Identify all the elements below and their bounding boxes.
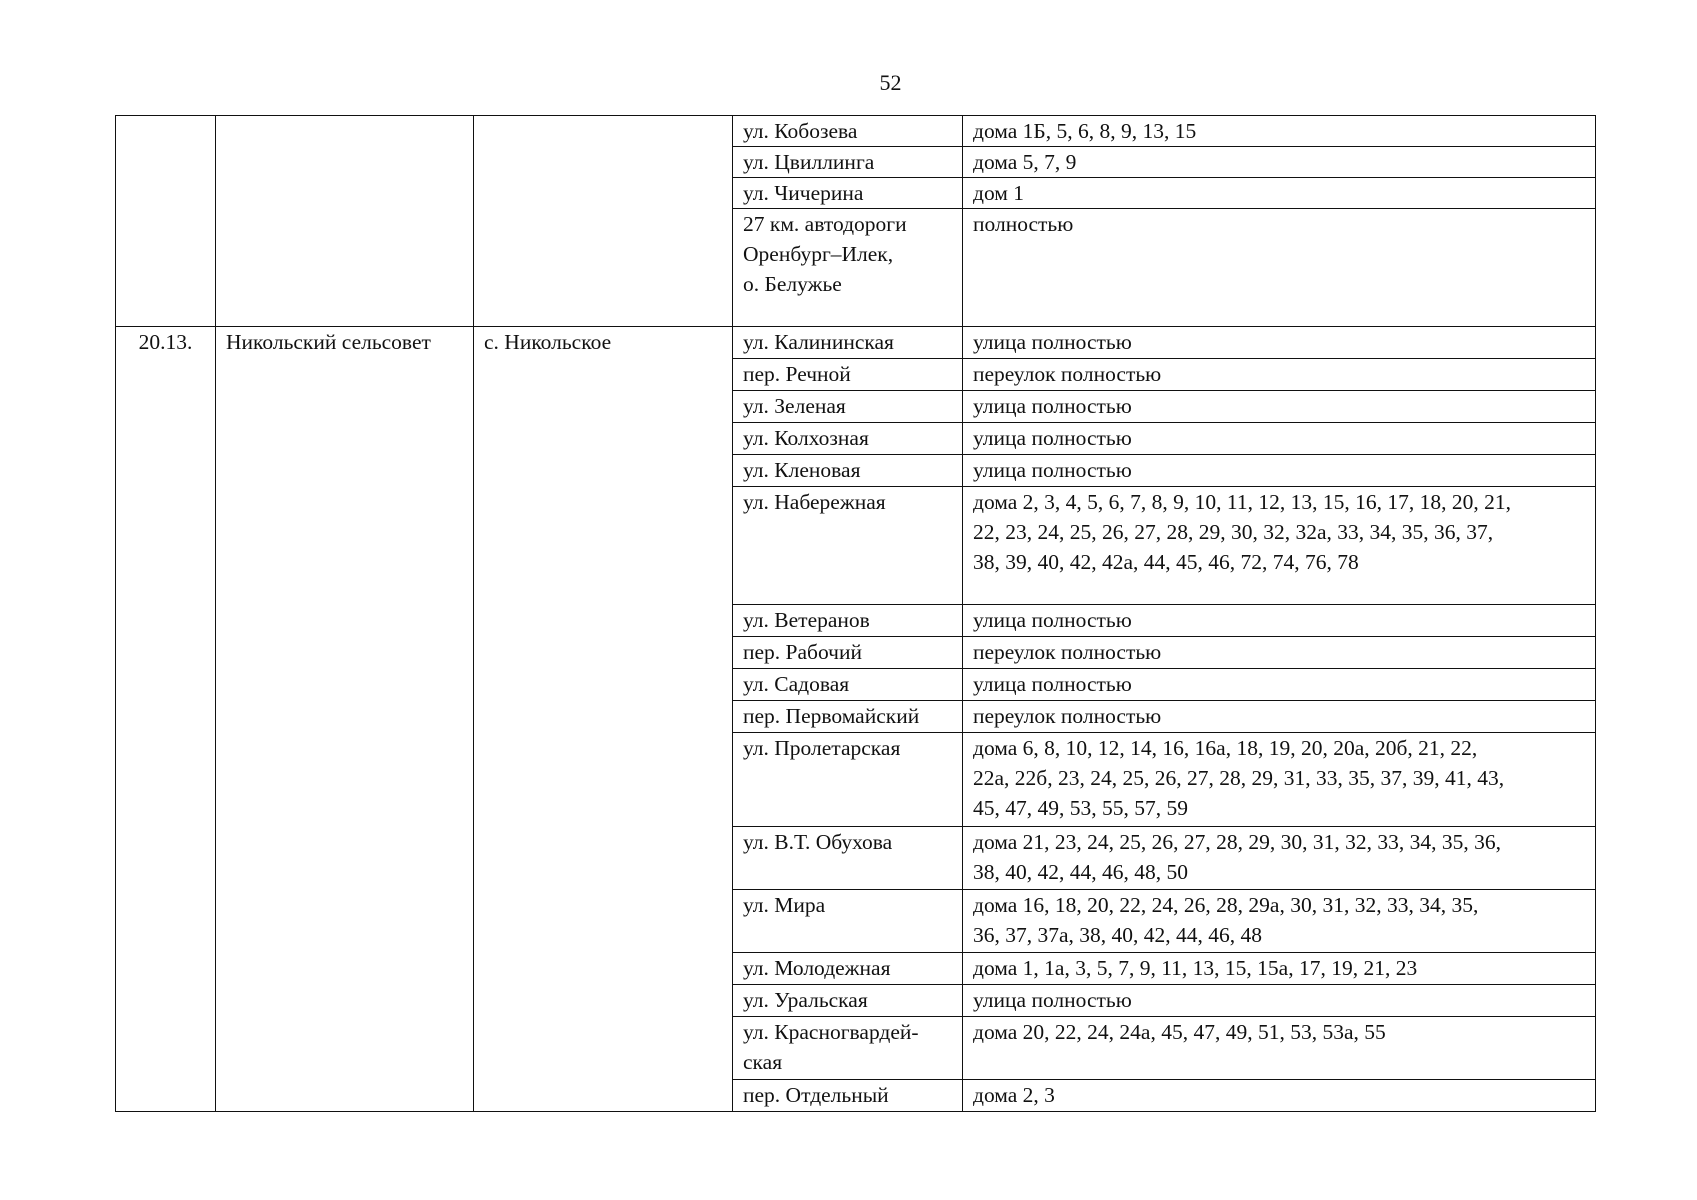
- houses-line: дома 21, 23, 24, 25, 26, 27, 28, 29, 30, 31, 32, 33, 34, 35, 36,: [973, 830, 1502, 854]
- houses-line: дома 16, 18, 20, 22, 24, 26, 28, 29а, 30, 31, 32, 33, 34, 35,: [973, 893, 1479, 917]
- houses-cell: дома 5, 7, 9: [963, 147, 1596, 178]
- houses-line: 45, 47, 49, 53, 55, 57, 59: [973, 796, 1188, 820]
- street-cell: ул. Уральская: [733, 985, 963, 1017]
- street-cell: [733, 209, 963, 327]
- houses-cell: [963, 827, 1596, 890]
- street-cell: ул. Цвиллинга: [733, 147, 963, 178]
- houses-line: дома 2, 3, 4, 5, 6, 7, 8, 9, 10, 11, 12, 13, 15, 16, 17, 18, 20, 21,: [973, 490, 1511, 514]
- houses-cell: улица полностью: [963, 605, 1596, 637]
- page-number: 52: [879, 70, 902, 95]
- houses-line: 36, 37, 37а, 38, 40, 42, 44, 46, 48: [973, 923, 1263, 947]
- street-cell: пер. Отдельный: [733, 1080, 963, 1112]
- street-cell: ул. Садовая: [733, 669, 963, 701]
- houses-cell: [963, 487, 1596, 605]
- street-cell: ул. Колхозная: [733, 423, 963, 455]
- houses-cell: улица полностью: [963, 327, 1596, 359]
- address-table: [115, 115, 1596, 1112]
- settlement-cell: [474, 116, 733, 327]
- houses-cell: переулок полностью: [963, 637, 1596, 669]
- houses-cell: дом 1: [963, 178, 1596, 209]
- street-line: о. Белужье: [743, 272, 842, 296]
- street-cell: [733, 1017, 963, 1080]
- houses-cell: дома 1Б, 5, 6, 8, 9, 13, 15: [963, 116, 1596, 147]
- street-cell: ул. Ветеранов: [733, 605, 963, 637]
- street-cell: ул. Мира: [733, 890, 963, 953]
- houses-line: 38, 40, 42, 44, 46, 48, 50: [973, 860, 1188, 884]
- street-line: ская: [743, 1050, 783, 1074]
- street-cell: пер. Рабочий: [733, 637, 963, 669]
- houses-cell: дома 2, 3: [963, 1080, 1596, 1112]
- houses-cell: переулок полностью: [963, 359, 1596, 391]
- houses-line: 22а, 22б, 23, 24, 25, 26, 27, 28, 29, 31, 33, 35, 37, 39, 41, 43,: [973, 766, 1505, 790]
- houses-cell: дома 1, 1а, 3, 5, 7, 9, 11, 13, 15, 15а, 17, 19, 21, 23: [963, 953, 1596, 985]
- houses-line: 38, 39, 40, 42, 42а, 44, 45, 46, 72, 74, 76, 78: [973, 550, 1359, 574]
- street-cell: ул. Зеленая: [733, 391, 963, 423]
- street-cell: пер. Первомайский: [733, 701, 963, 733]
- houses-cell: улица полностью: [963, 985, 1596, 1017]
- street-cell: ул. В.Т. Обухова: [733, 827, 963, 890]
- houses-cell: [963, 733, 1596, 827]
- table-row: [116, 327, 1596, 359]
- street-cell: ул. Калининская: [733, 327, 963, 359]
- houses-cell: улица полностью: [963, 669, 1596, 701]
- houses-cell: улица полностью: [963, 455, 1596, 487]
- council-cell: Никольский сельсовет: [216, 327, 474, 1112]
- street-line: ул. Красногвардей-: [743, 1020, 919, 1044]
- street-cell: ул. Кобозева: [733, 116, 963, 147]
- houses-cell: переулок полностью: [963, 701, 1596, 733]
- street-line: 27 км. автодороги: [743, 212, 907, 236]
- table-row: [116, 116, 1596, 147]
- council-cell: [216, 116, 474, 327]
- section-number-cell: 20.13.: [116, 327, 216, 1112]
- street-cell: ул. Чичерина: [733, 178, 963, 209]
- houses-cell: улица полностью: [963, 423, 1596, 455]
- houses-line: дома 6, 8, 10, 12, 14, 16, 16а, 18, 19, 20, 20а, 20б, 21, 22,: [973, 736, 1478, 760]
- houses-cell: улица полностью: [963, 391, 1596, 423]
- street-cell: ул. Пролетарская: [733, 733, 963, 827]
- street-cell: пер. Речной: [733, 359, 963, 391]
- number-cell: [116, 116, 216, 327]
- houses-cell: дома 20, 22, 24, 24а, 45, 47, 49, 51, 53, 53а, 55: [963, 1017, 1596, 1080]
- street-line: Оренбург–Илек,: [743, 242, 894, 266]
- houses-cell: [963, 890, 1596, 953]
- houses-cell: полностью: [963, 209, 1596, 327]
- settlement-cell: с. Никольское: [474, 327, 733, 1112]
- street-cell: ул. Молодежная: [733, 953, 963, 985]
- houses-line: 22, 23, 24, 25, 26, 27, 28, 29, 30, 32, 32а, 33, 34, 35, 36, 37,: [973, 520, 1494, 544]
- street-cell: ул. Набережная: [733, 487, 963, 605]
- street-cell: ул. Кленовая: [733, 455, 963, 487]
